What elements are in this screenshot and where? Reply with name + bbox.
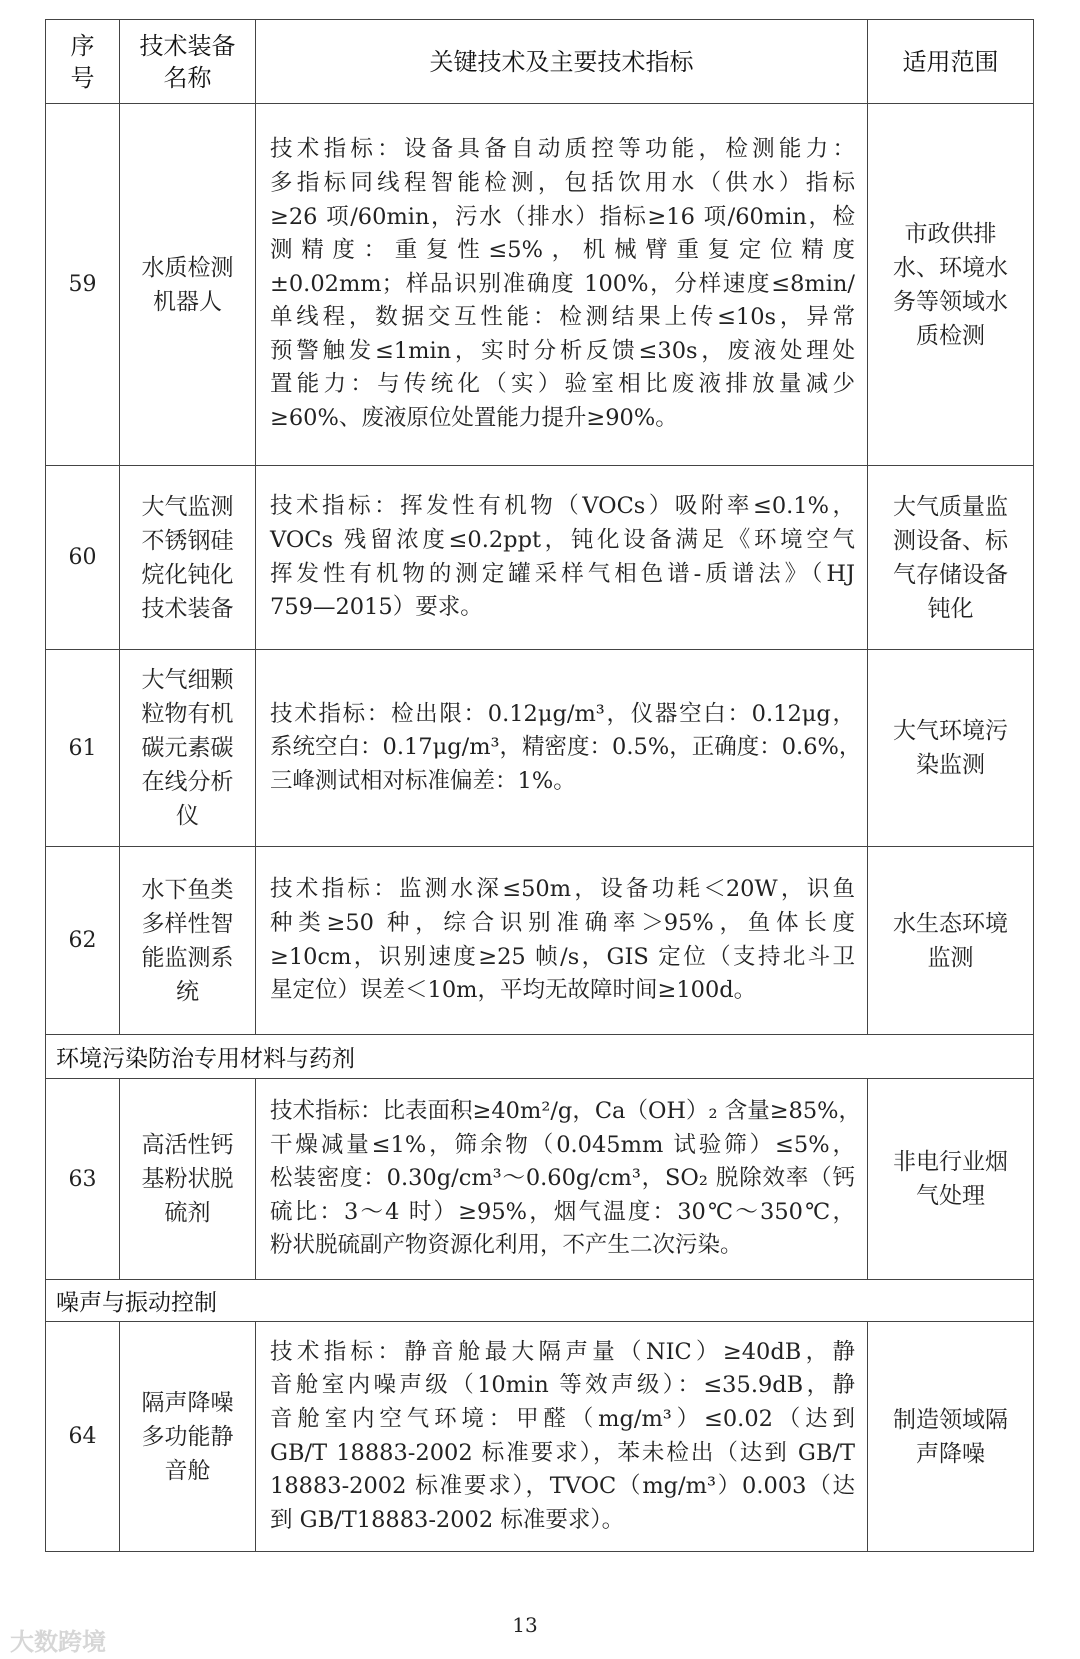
table-row bbox=[46, 1322, 1034, 1552]
text-line: 到 GB/T18883-2002 标准要求）。 bbox=[270, 1506, 625, 1533]
row-number: 64 bbox=[46, 1322, 120, 1552]
text-line: 多功能静 bbox=[141, 1423, 234, 1450]
text-line: 测精度：重复性≤5%，机械臂重复定位精度 bbox=[270, 237, 855, 264]
application-scope bbox=[868, 1079, 1034, 1280]
text-line: 三峰测试相对标准偏差：1%。 bbox=[270, 767, 576, 794]
text-line: VOCs 残留浓度≤0.2ppt，钝化设备满足《环境空气 bbox=[270, 526, 855, 553]
application-scope bbox=[868, 104, 1034, 466]
text-line: 水下鱼类 bbox=[141, 876, 234, 903]
row-number: 61 bbox=[46, 650, 120, 847]
equipment-name bbox=[120, 1079, 256, 1280]
text-line: 高活性钙 bbox=[141, 1132, 234, 1158]
text-line: 干燥减量≤1%，筛余物（0.045mm 试验筛）≤5%， bbox=[270, 1131, 855, 1158]
text-line: 能监测系 bbox=[141, 944, 234, 971]
header-seq bbox=[46, 20, 120, 104]
text-line: 质检测 bbox=[916, 322, 985, 349]
section-row bbox=[46, 1280, 1034, 1322]
equipment-table bbox=[45, 19, 1034, 1552]
text-line: 技术指标：检出限：0.12μg/m³，仪器空白：0.12μg， bbox=[270, 700, 855, 727]
text-line: ≥10cm，识别速度≥25 帧/s，GIS 定位（支持北斗卫 bbox=[270, 943, 855, 970]
text-line: 烷化钝化 bbox=[141, 561, 234, 588]
header-seq-line: 号 bbox=[70, 63, 95, 92]
table-row bbox=[46, 847, 1034, 1035]
text-line: 粉状脱硫副产物资源化利用，不产生二次污染。 bbox=[270, 1232, 743, 1259]
text-line: 技术指标：挥发性有机物（VOCs）吸附率≤0.1%， bbox=[270, 493, 855, 520]
text-line: 监测 bbox=[927, 944, 974, 971]
text-line: 多指标同线程智能检测，包括饮用水（供水）指标 bbox=[270, 169, 855, 196]
text-line: 钝化 bbox=[927, 595, 974, 622]
text-line: 置能力：与传统化（实）验室相比废液排放量减少 bbox=[270, 371, 855, 398]
text-line: 技术指标：监测水深≤50m，设备功耗＜20W，识鱼 bbox=[270, 876, 855, 903]
text-line: 大气环境污 bbox=[893, 718, 1008, 744]
section-row bbox=[46, 1035, 1034, 1079]
row-number: 62 bbox=[46, 847, 120, 1035]
text-line: 大气细颗 bbox=[141, 667, 234, 693]
text-line: 声降噪 bbox=[916, 1440, 985, 1467]
text-line: 技术指标：比表面积≥40m²/g，Ca（OH）₂ 含量≥85%， bbox=[270, 1098, 862, 1125]
text-line: 隔声降噪 bbox=[141, 1389, 234, 1416]
table-row bbox=[46, 1079, 1034, 1280]
text-line: 非电行业烟 bbox=[893, 1149, 1008, 1175]
text-line: 水、环境水 bbox=[893, 254, 1008, 281]
text-line: 音舱 bbox=[164, 1457, 211, 1484]
text-line: 星定位）误差＜10m，平均无故障时间≥100d。 bbox=[270, 977, 757, 1004]
text-line: 硫剂 bbox=[164, 1200, 211, 1226]
text-line: 松装密度：0.30g/cm³～0.60g/cm³，SO₂ 脱除效率（钙 bbox=[270, 1165, 855, 1192]
equipment-name bbox=[120, 104, 256, 466]
text-line: 统 bbox=[176, 978, 199, 1005]
application-scope bbox=[868, 847, 1034, 1035]
section-title: 环境污染防治专用材料与药剂 bbox=[46, 1035, 1034, 1079]
text-line: 务等领域水 bbox=[893, 288, 1008, 315]
text-line: GB/T 18883-2002 标准要求），苯未检出（达到 GB/T bbox=[270, 1439, 855, 1466]
text-line: 大气监测 bbox=[141, 493, 234, 520]
row-number: 60 bbox=[46, 466, 120, 650]
equipment-name bbox=[120, 847, 256, 1035]
technical-spec bbox=[256, 847, 868, 1035]
application-scope bbox=[868, 650, 1034, 847]
equipment-name bbox=[120, 650, 256, 847]
text-line: 759—2015）要求。 bbox=[270, 594, 483, 621]
text-line: 气存储设备 bbox=[893, 561, 1008, 588]
text-line: 机器人 bbox=[153, 288, 222, 315]
watermark-logo: 大数跨境 bbox=[10, 1628, 106, 1656]
text-line: 种类≥50 种，综合识别准确率＞95%，鱼体长度 bbox=[270, 909, 855, 936]
text-line: 碳元素碳 bbox=[141, 735, 234, 761]
text-line: 在线分析 bbox=[141, 769, 234, 795]
equipment-name bbox=[120, 466, 256, 650]
text-line: 测设备、标 bbox=[893, 527, 1008, 554]
text-line: 粒物有机 bbox=[141, 701, 234, 727]
text-line: 技术指标：静音舱最大隔声量（NIC）≥40dB，静 bbox=[270, 1338, 855, 1365]
text-line: 音舱室内噪声级（10min 等效声级）：≤35.9dB，静 bbox=[270, 1372, 855, 1399]
text-line: 市政供排 bbox=[904, 220, 997, 247]
table-row bbox=[46, 104, 1034, 466]
technical-spec bbox=[256, 1079, 868, 1280]
header-seq-line: 序 bbox=[70, 31, 95, 60]
text-line: 制造领域隔 bbox=[893, 1406, 1008, 1433]
text-line: ≥26 项/60min，污水（排水）指标≥16 项/60min，检 bbox=[270, 203, 855, 230]
table-row bbox=[46, 650, 1034, 847]
section-title: 噪声与振动控制 bbox=[46, 1280, 1034, 1322]
text-line: 18883-2002 标准要求），TVOC（mg/m³）0.003（达 bbox=[270, 1473, 855, 1500]
text-line: 基粉状脱 bbox=[141, 1166, 234, 1192]
text-line: 系统空白：0.17μg/m³，精密度：0.5%，正确度：0.6%， bbox=[270, 734, 862, 761]
header-row bbox=[46, 20, 1034, 104]
technical-spec bbox=[256, 466, 868, 650]
text-line: 硫比：3～4 时）≥95%，烟气温度：30℃～350℃， bbox=[270, 1198, 855, 1225]
text-line: 挥发性有机物的测定罐采样气相色谱-质谱法》（HJ bbox=[270, 560, 855, 587]
row-number: 59 bbox=[46, 104, 120, 466]
technical-spec bbox=[256, 104, 868, 466]
table-row bbox=[46, 466, 1034, 650]
header-name bbox=[120, 20, 256, 104]
text-line: 水生态环境 bbox=[893, 910, 1008, 937]
equipment-name bbox=[120, 1322, 256, 1552]
text-line: 单线程，数据交互性能：检测结果上传≤10s，异常 bbox=[270, 304, 855, 331]
text-line: ≥60%、废液原位处置能力提升≥90%。 bbox=[270, 405, 678, 432]
text-line: 大气质量监 bbox=[893, 493, 1008, 520]
header-name-line: 技术装备 bbox=[139, 31, 236, 60]
text-line: 不锈钢硅 bbox=[141, 527, 234, 554]
header-scope: 适用范围 bbox=[868, 20, 1034, 104]
page-number: 13 bbox=[512, 1613, 538, 1637]
text-line: 音舱室内空气环境：甲醛（mg/m³）≤0.02（达到 bbox=[270, 1405, 855, 1432]
header-spec: 关键技术及主要技术指标 bbox=[256, 20, 868, 104]
header-name-line: 名称 bbox=[163, 63, 212, 92]
technical-spec bbox=[256, 1322, 868, 1552]
text-line: 水质检测 bbox=[141, 254, 234, 281]
technical-spec bbox=[256, 650, 868, 847]
text-line: 气处理 bbox=[916, 1183, 985, 1209]
row-number: 63 bbox=[46, 1079, 120, 1280]
text-line: 仪 bbox=[176, 803, 199, 829]
text-line: ±0.02mm；样品识别准确度 100%，分样速度≤8min/ bbox=[270, 270, 855, 297]
text-line: 技术指标：设备具备自动质控等功能，检测能力： bbox=[270, 136, 855, 163]
application-scope bbox=[868, 466, 1034, 650]
text-line: 染监测 bbox=[916, 752, 985, 778]
text-line: 预警触发≤1min，实时分析反馈≤30s，废液处理处 bbox=[270, 337, 855, 364]
application-scope bbox=[868, 1322, 1034, 1552]
text-line: 多样性智 bbox=[141, 910, 234, 937]
text-line: 技术装备 bbox=[141, 595, 234, 622]
